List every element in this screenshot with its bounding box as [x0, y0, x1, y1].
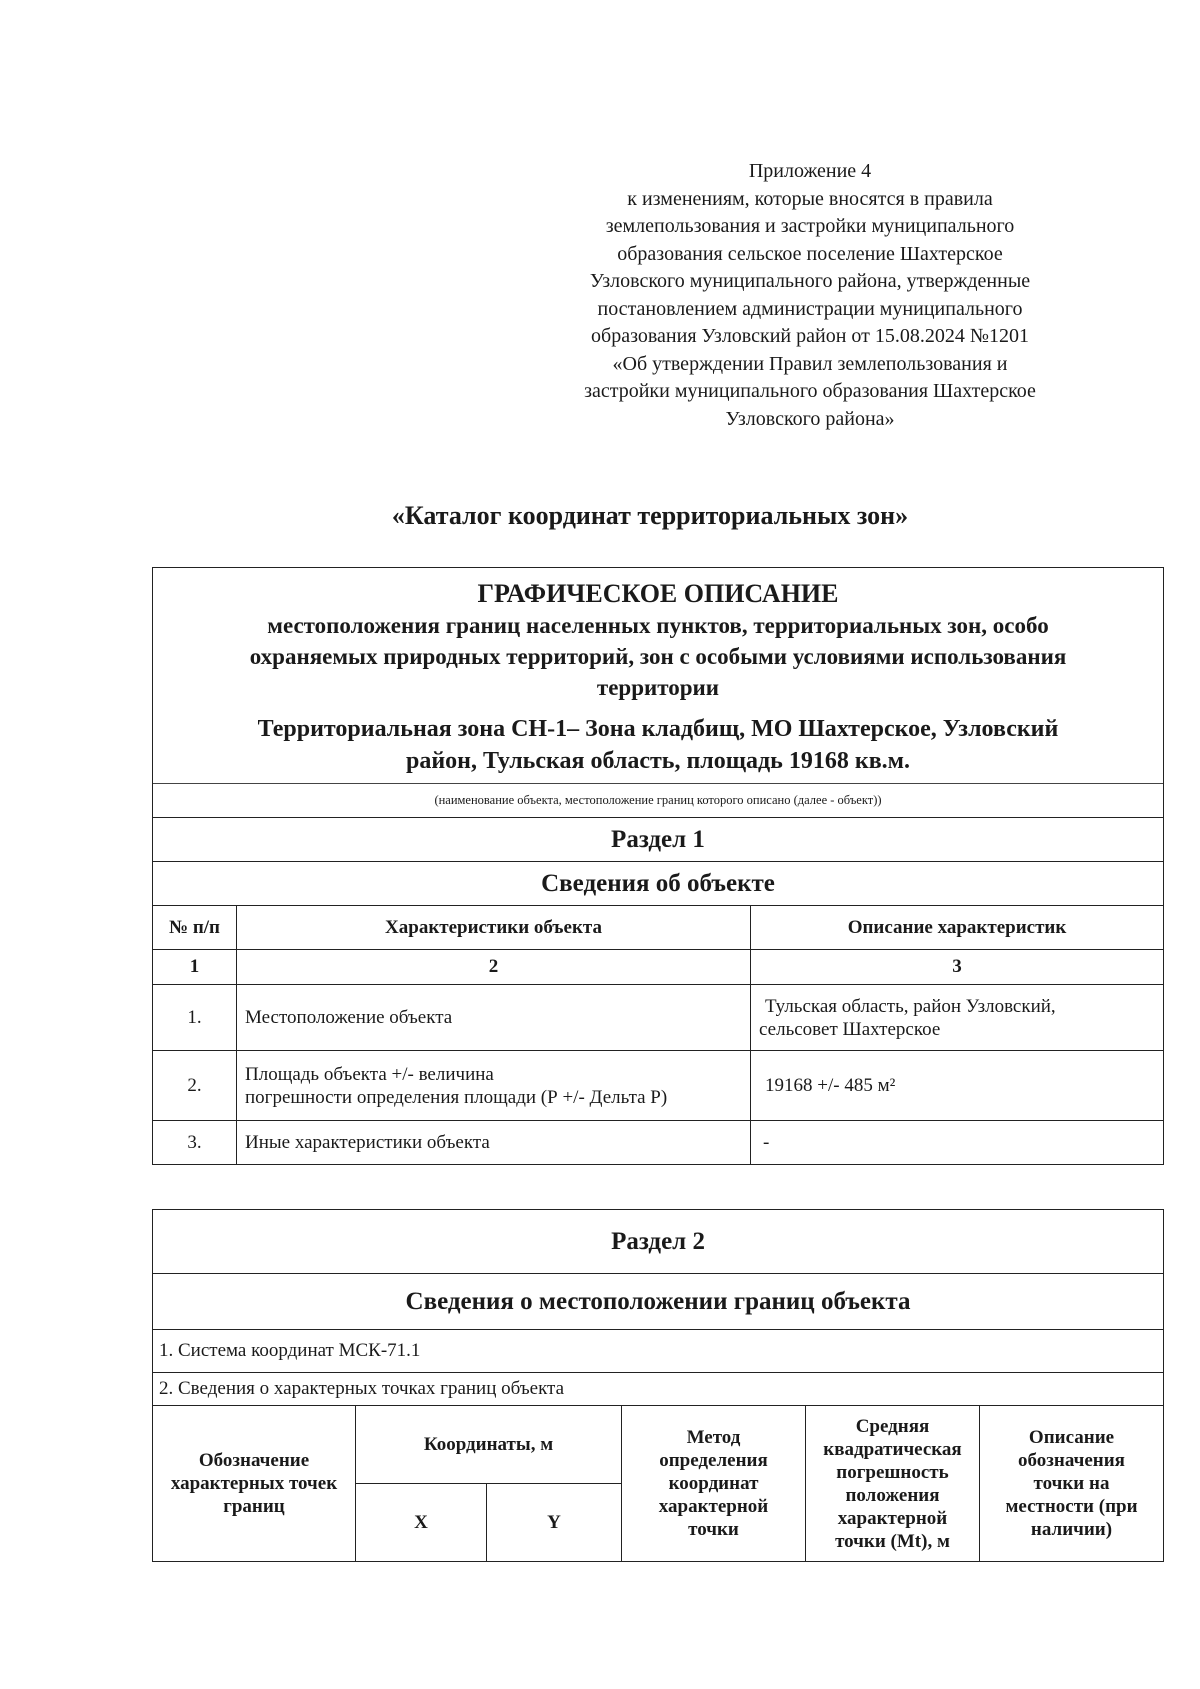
appendix-line: Узловского района» — [725, 407, 895, 430]
catalog-title: «Каталог координат территориальных зон» — [391, 501, 909, 530]
header-line: положения — [845, 1484, 940, 1506]
boundary-info-table — [152, 1209, 1164, 1562]
appendix-line: «Об утверждении Правил землепользования и — [612, 352, 1008, 375]
appendix-line: образования Узловский район от 15.08.2024 №1201 — [591, 325, 1029, 347]
characteristic-line: погрешности определения площади (Р +/- Дельта Р) — [245, 1086, 668, 1108]
table-row — [153, 985, 1164, 1051]
appendix-line: образования сельское поселение Шахтерское — [617, 242, 1003, 265]
appendix-line: застройки муниципального образования Шахтерское — [584, 380, 1036, 402]
header-mean-square-error — [806, 1406, 980, 1562]
column-number: 1 — [153, 950, 237, 985]
header-line: Обозначение — [198, 1450, 310, 1471]
row-number: 2. — [153, 1051, 237, 1121]
table-row — [153, 1121, 1164, 1165]
header-designation — [153, 1406, 356, 1562]
appendix-line: Узловского муниципального района, утвержденные — [589, 270, 1031, 292]
row-description — [751, 1121, 1164, 1165]
appendix-line: постановлением администрации муниципального — [597, 297, 1023, 320]
graphic-description-title: ГРАФИЧЕСКОЕ ОПИСАНИЕ — [477, 579, 839, 608]
row-characteristic — [237, 985, 751, 1051]
graphic-description-subtitle-line: местоположения границ населенных пунктов, территориальных зон, особо — [267, 613, 1049, 638]
object-caption-cell — [153, 784, 1164, 818]
graphic-description-header — [153, 568, 1164, 784]
header-line: Описание — [1028, 1427, 1115, 1448]
coordinate-system: 1. Система координат МСК-71.1 — [153, 1330, 1164, 1373]
row-number: 1. — [153, 985, 237, 1051]
column-number: 3 — [751, 950, 1164, 985]
header-line: характерных точек — [170, 1473, 338, 1494]
boundary-points-info: 2. Сведения о характерных точках границ объекта — [153, 1373, 1164, 1406]
header-line: координат — [668, 1473, 759, 1494]
header-line: характерной — [658, 1496, 769, 1517]
header-line: квадратическая — [823, 1438, 962, 1460]
header-line: Метод — [686, 1427, 741, 1448]
row-characteristic — [237, 1051, 751, 1121]
characteristic-line: Площадь объекта +/- величина — [245, 1063, 494, 1085]
object-info-table — [152, 567, 1164, 1165]
header-line: точки (Mt), м — [835, 1530, 950, 1552]
zone-line: район, Тульская область, площадь 19168 кв.м. — [406, 748, 910, 774]
header-line: погрешность — [836, 1461, 949, 1483]
column-number: 2 — [237, 950, 751, 985]
header-line: точки — [688, 1519, 739, 1540]
appendix-line: землепользования и застройки муниципального — [605, 215, 1015, 237]
description-line: - — [763, 1132, 770, 1153]
header-coordinates: Координаты, м — [356, 1406, 622, 1484]
header-line: обозначения — [1018, 1450, 1125, 1471]
description-line: Тульская область, район Узловский, — [765, 995, 1056, 1017]
row-description — [751, 1051, 1164, 1121]
graphic-description-subtitle-line: охраняемых природных территорий, зон с особыми условиями использования — [249, 644, 1067, 669]
column-header-characteristic: Характеристики объекта — [237, 906, 751, 950]
description-line: 19168 +/- 485 м² — [765, 1075, 896, 1096]
section1-subtitle: Сведения об объекте — [153, 862, 1164, 906]
header-line: определения — [659, 1450, 768, 1471]
appendix-line: Приложение 4 — [748, 160, 872, 182]
row-description — [751, 985, 1164, 1051]
zone-line: Территориальная зона СН-1– Зона кладбищ, МО Шахтерское, Узловский — [257, 716, 1059, 742]
row-characteristic — [237, 1121, 751, 1165]
zone-description — [165, 713, 1151, 783]
section1-title: Раздел 1 — [153, 818, 1164, 862]
header-line: характерной — [837, 1507, 948, 1529]
row-number: 3. — [153, 1121, 237, 1165]
graphic-description-subtitle-line: территории — [596, 675, 720, 700]
header-line: Средняя — [855, 1415, 930, 1437]
header-method — [622, 1406, 806, 1562]
section2-subtitle: Сведения о местоположении границ объекта — [153, 1274, 1164, 1330]
appendix-line: к изменениям, которые вносятся в правила — [627, 187, 993, 210]
description-line: сельсовет Шахтерское — [759, 1018, 941, 1040]
header-line: точки на — [1033, 1473, 1110, 1494]
characteristic-line: Иные характеристики объекта — [245, 1132, 490, 1153]
section2-title: Раздел 2 — [153, 1210, 1164, 1274]
characteristic-line: Местоположение объекта — [245, 1007, 453, 1028]
table-row — [153, 1051, 1164, 1121]
header-line: местности (при — [1005, 1496, 1138, 1517]
appendix-header — [520, 158, 1100, 433]
object-caption: (наименование объекта, местоположение границ которого описано (далее - объект)) — [434, 792, 882, 807]
header-point-description — [980, 1406, 1164, 1562]
header-y: Y — [487, 1484, 622, 1562]
header-line: наличии) — [1030, 1519, 1113, 1540]
column-header-description: Описание характеристик — [751, 906, 1164, 950]
header-line: границ — [223, 1496, 285, 1517]
header-x: X — [356, 1484, 487, 1562]
column-header-number: № п/п — [153, 906, 237, 950]
